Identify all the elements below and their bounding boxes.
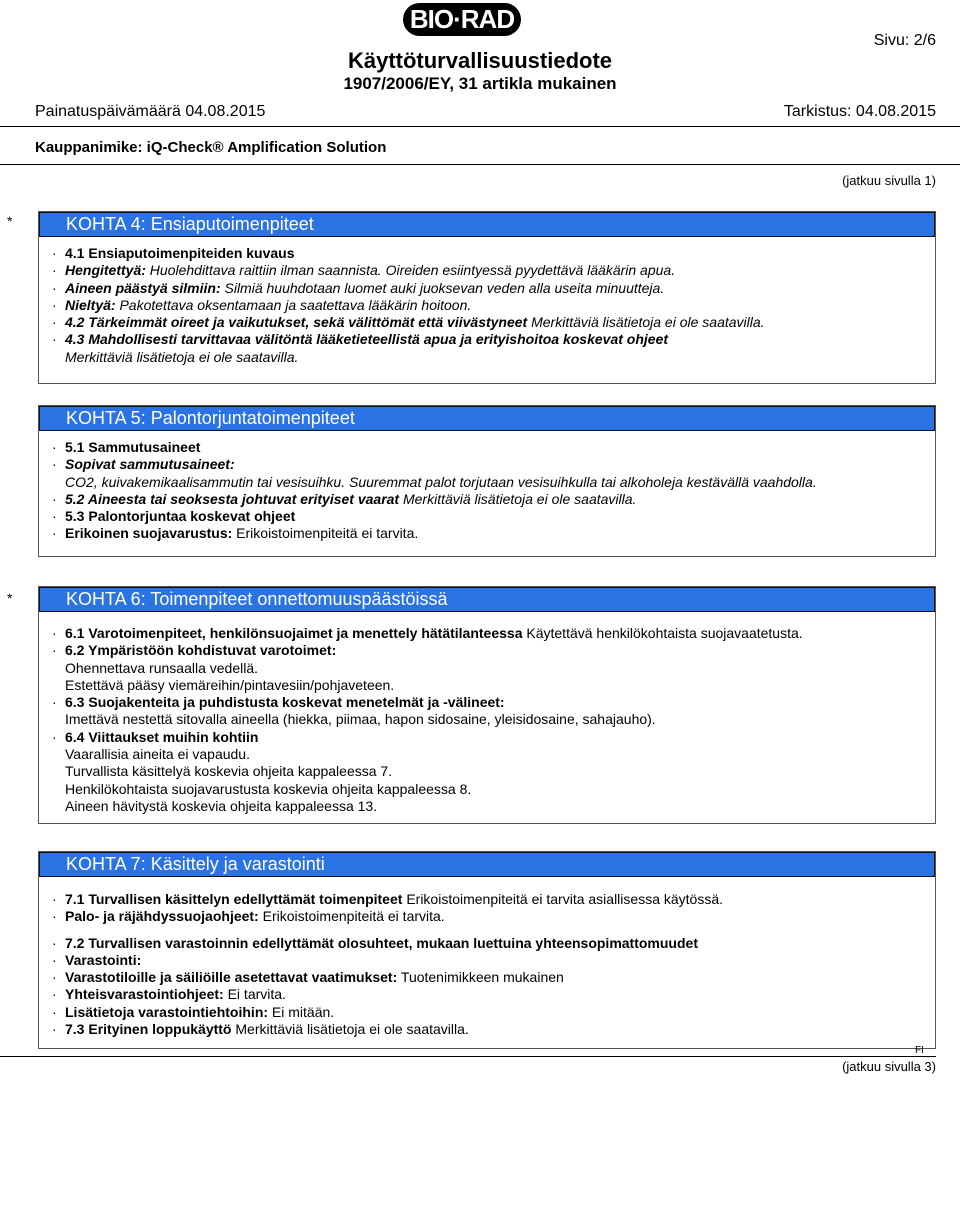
list-item: · Sopivat sammutusaineet: bbox=[52, 456, 235, 473]
section-5-title: KOHTA 5: Palontorjuntatoimenpiteet bbox=[66, 408, 355, 428]
document-title: Käyttöturvallisuustiedote bbox=[347, 48, 613, 73]
list-item: · Erikoinen suojavarustus: Erikoistoimenpiteitä ei tarvita. bbox=[52, 525, 419, 542]
list-item: · 7.1 Turvallisen käsittelyn edellyttämät toimenpiteet Erikoistoimenpiteitä ei tarvita asiallisessa käytössä. bbox=[52, 891, 724, 907]
list-item: · Varastointi: bbox=[52, 951, 142, 968]
list-item: CO2, kuivakemikaalisammutin tai vesisuihku. Suuremmat palot torjutaan vesisuihkulla tai alkoholeja kestävällä vaahdolla. bbox=[65, 473, 817, 490]
section-5 bbox=[38, 405, 936, 557]
revision-marker: * bbox=[7, 590, 13, 606]
continued-from: (jatkuu sivulla 1) bbox=[842, 173, 936, 188]
section-6-header bbox=[39, 587, 935, 612]
list-item: · Yhteisvarastointiohjeet: Ei tarvita. bbox=[52, 986, 286, 1003]
document-subtitle: 1907/2006/EY, 31 artikla mukainen bbox=[343, 74, 617, 93]
section-7-header bbox=[39, 852, 935, 877]
list-item: · 7.2 Turvallisen varastoinnin edellyttämät olosuhteet, mukaan luettuina yhteensopimattomuudet bbox=[52, 934, 698, 951]
section-6 bbox=[38, 586, 936, 824]
footer-divider bbox=[0, 1056, 936, 1057]
logo-text: BIO·RAD bbox=[409, 4, 515, 34]
list-item: Ohennettava runsaalla vedellä. bbox=[65, 659, 259, 676]
list-item: · 5.3 Palontorjuntaa koskevat ohjeet bbox=[52, 508, 296, 525]
continued-to: (jatkuu sivulla 3) bbox=[842, 1059, 936, 1074]
language-code: FI bbox=[915, 1045, 924, 1056]
section-4-title: KOHTA 4: Ensiaputoimenpiteet bbox=[66, 214, 314, 234]
list-item: · 4.2 Tärkeimmät oireet ja vaikutukset, sekä välittömät että viivästyneet Merkittäviä lisätietoja ei ole saatavilla. bbox=[52, 314, 765, 331]
list-item: Estettävä pääsy viemäreihin/pintavesiin/pohjaveteen. bbox=[65, 676, 395, 693]
list-item: · Hengitettyä: Huolehdittava raittiin ilman saannista. Oireiden esiintyessä pyydettävä lääkärin apua. bbox=[52, 262, 676, 279]
page-number: Sivu: 2/6 bbox=[873, 32, 936, 49]
revision-date: Tarkistus: 04.08.2015 bbox=[783, 103, 936, 120]
list-item: · 7.3 Erityinen loppukäyttö Merkittäviä lisätietoja ei ole saatavilla. bbox=[52, 1021, 469, 1038]
list-item: Aineen hävitystä koskevia ohjeita kappaleessa 13. bbox=[65, 797, 378, 814]
list-item: Turvallista käsittelyä koskevia ohjeita kappaleessa 7. bbox=[65, 763, 393, 780]
list-item: · 4.3 Mahdollisesti tarvittavaa välitöntä lääketieteellistä apua ja erityishoitoa koskevat ohjeet bbox=[52, 331, 669, 348]
list-item: Vaarallisia aineita ei vapaudu. bbox=[65, 746, 250, 763]
list-item: · Nieltyä: Pakotettava oksentamaan ja saatettava lääkärin hoitoon. bbox=[52, 296, 472, 313]
list-item: · 5.2 Aineesta tai seoksesta johtuvat erityiset vaarat Merkittäviä lisätietoja ei ole saatavilla. bbox=[52, 490, 637, 507]
list-item: Imettävä nestettä sitovalla aineella (hiekka, piimaa, hapon sidosaine, yleisidosaine, sahajauho). bbox=[65, 711, 656, 728]
section-7 bbox=[38, 851, 936, 1049]
print-date: Painatuspäivämäärä 04.08.2015 bbox=[35, 103, 266, 120]
list-item: · 5.1 Sammutusaineet bbox=[52, 439, 201, 455]
revision-marker: * bbox=[7, 213, 13, 229]
list-item: · Lisätietoja varastointiehtoihin: Ei mitään. bbox=[52, 1003, 335, 1020]
product-name: Kauppanimike: iQ-Check® Amplification Solution bbox=[35, 139, 387, 156]
list-item: · 6.1 Varotoimenpiteet, henkilönsuojaimet ja menettely hätätilanteessa Käytettävä henkilökohtaista suojavaatetusta. bbox=[52, 625, 803, 641]
list-item: · Palo- ja räjähdyssuojaohjeet: Erikoistoimenpiteitä ei tarvita. bbox=[52, 908, 445, 925]
section-5-header bbox=[39, 406, 935, 431]
list-item: · 6.4 Viittaukset muihin kohtiin bbox=[52, 728, 259, 745]
section-4-header bbox=[39, 212, 935, 237]
section-6-title: KOHTA 6: Toimenpiteet onnettomuuspäästöissä bbox=[66, 589, 448, 609]
list-item: · Aineen päästyä silmiin: Silmiä huuhdotaan luomet auki juoksevan veden alla useita minuutteja. bbox=[52, 279, 665, 296]
bio-rad-logo bbox=[403, 3, 521, 36]
product-divider bbox=[0, 164, 960, 165]
list-item: Henkilökohtaista suojavarustusta koskevia ohjeita kappaleessa 8. bbox=[65, 780, 472, 797]
list-item: · 6.2 Ympäristöön kohdistuvat varotoimet: bbox=[52, 642, 337, 659]
list-item: · 4.1 Ensiaputoimenpiteiden kuvaus bbox=[52, 245, 295, 261]
list-item: Merkittäviä lisätietoja ei ole saatavilla. bbox=[65, 348, 299, 365]
list-item: · 6.3 Suojakenteita ja puhdistusta koskevat menetelmät ja -välineet: bbox=[52, 694, 505, 711]
section-4 bbox=[38, 211, 936, 384]
header-divider bbox=[0, 126, 960, 127]
section-7-title: KOHTA 7: Käsittely ja varastointi bbox=[66, 854, 325, 874]
list-item: · Varastotiloille ja säiliöille asetettavat vaatimukset: Tuotenimikkeen mukainen bbox=[52, 969, 564, 986]
